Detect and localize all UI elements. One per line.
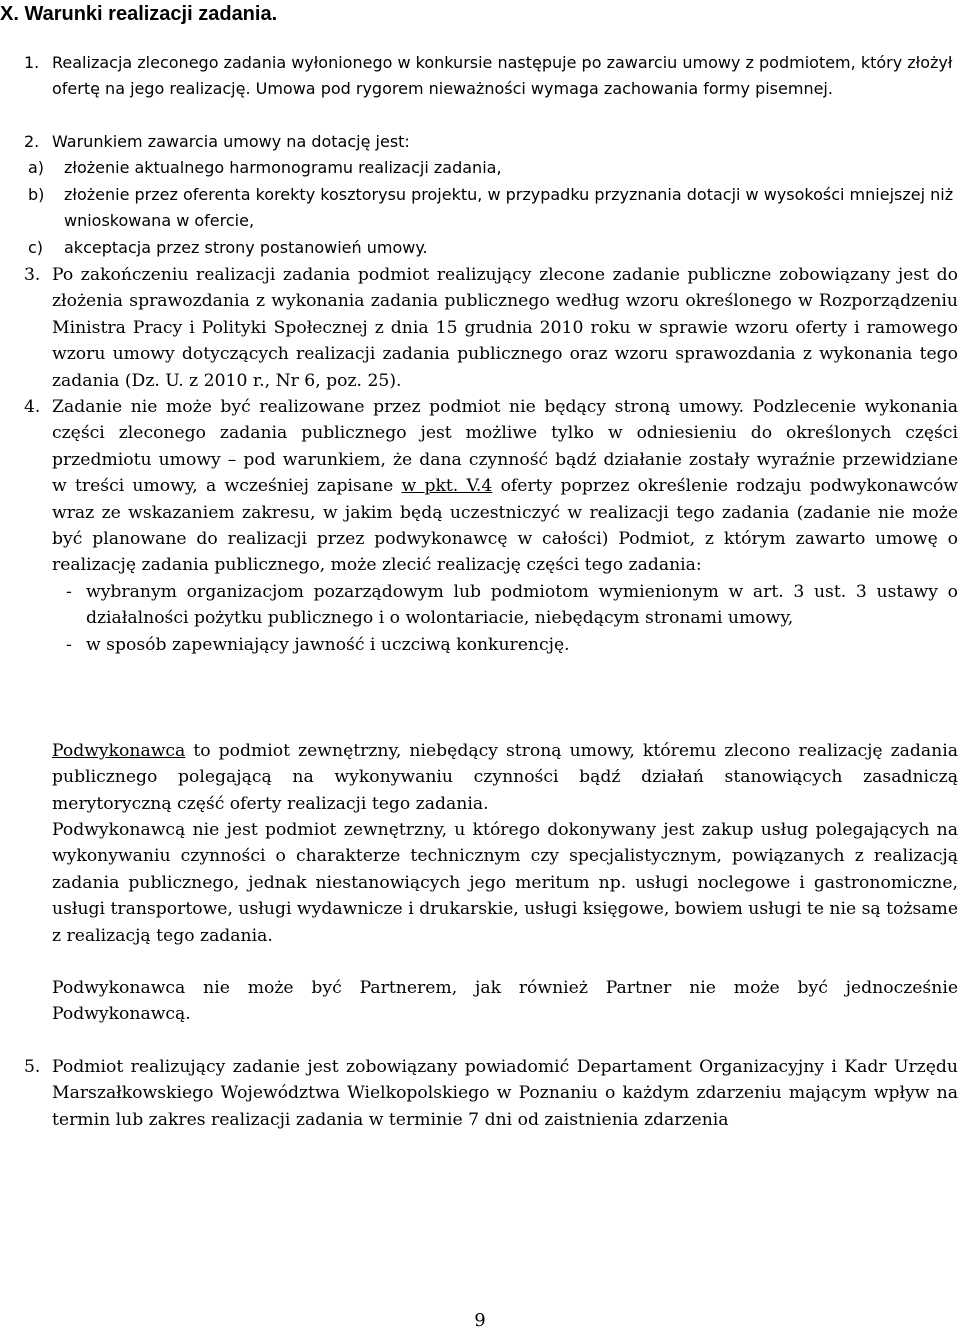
- paragraph-text-part: oferty poprzez określenie rodzaju podwykonawców wraz ze wskazaniem zakresu, w jakim będą uczestniczyć w realizacji tego zadania (zadanie nie może być planowane do realizacji przez podwykonawcę w całości) Podmiot, z którym zawarto umowę o realizację zadania publicznego, może zlecić realizację części tego zadania:: [52, 476, 958, 576]
- paragraph-text: [52, 394, 958, 579]
- list-item-text: złożenie przez oferenta korekty kosztorysu projektu, w przypadku przyznania dotacji w wysokości mniejszej niż wnioskowana w ofercie,: [64, 184, 954, 231]
- page-number: 9: [474, 1310, 486, 1331]
- paragraph-number: 4.: [24, 397, 41, 417]
- partner-note: Podwykonawca nie może być Partnerem, jak również Partner nie może być jednocześnie Podwykonawcą.: [52, 978, 958, 1025]
- paragraph-3: [24, 262, 958, 394]
- paragraph-5: [24, 1054, 958, 1133]
- list-item: [52, 579, 958, 632]
- list-item-dash: -: [66, 581, 72, 602]
- bullet-list: [52, 579, 958, 658]
- paragraph-text: Podmiot realizujący zadanie jest zobowiązany powiadomić Departament Organizacyjny i Kadr Urzędu Marszałkowskiego Województwa Wielkopolskiego w Poznaniu o każdym zdarzeniu mającym wpływ na termin lub zakres realizacji zadania w terminie 7 dni od zaistnienia zdarzenia: [52, 1057, 958, 1130]
- list-item: [52, 632, 958, 658]
- paragraph-4: [24, 394, 958, 658]
- paragraph-text: Realizacja zleconego zadania wyłonionego w konkursie następuje po zawarciu umowy z podmiotem, który złożył ofertę na jego realizację. Umowa pod rygorem nieważności wymaga zachowania formy pisemnej.: [52, 53, 953, 99]
- definition-text: to podmiot zewnętrzny, niebędący stroną umowy, któremu zlecono realizację zadania publicznego polegającą na wykonywaniu czynności bądź działań stanowiących zasadniczą merytoryczną część oferty realizacji tego zadania.: [52, 741, 958, 814]
- paragraph-number: 5.: [24, 1057, 41, 1077]
- subcontractor-definition: [52, 738, 958, 817]
- offer-reference: w pkt. V.4: [401, 476, 493, 497]
- paragraph-2: [24, 129, 958, 261]
- list-item: [24, 155, 958, 181]
- paragraph-number: 1.: [24, 53, 40, 72]
- section-heading: X. Warunki realizacji zadania.: [0, 3, 278, 25]
- paragraph-1: [24, 50, 958, 103]
- paragraph-text-part: Zadanie nie może być realizowane przez podmiot nie będący stroną umowy. Podzlecenie wykonania części zleconego zadania publicznego jest możliwe tylko w odniesieniu do określonych części przedmiotu umowy – pod warunkiem, że dana czynność bądź działanie zostały wyraźnie przewidziane w treści umowy, a wcześniej zapisane: [52, 397, 958, 497]
- list-item-label: b): [28, 184, 45, 204]
- subcontractor-exclusion: Podwykonawcą nie jest podmiot zewnętrzny, u którego dokonywany jest zakup usług polegających na wykonywaniu czynności o charakterze technicznym czy specjalistycznym, powiązanych z realizacją zadania publicznego, jednak niestanowiących jego meritum np. usługi noclegowe i gastronomiczne, usługi transportowe, usługi wydawnicze i drukarskie, usługi księgowe, bowiem usługi te nie są tożsame z realizacją tego zadania.: [52, 820, 958, 946]
- list-item: [24, 235, 958, 261]
- paragraph-intro: Warunkiem zawarcia umowy na dotację jest:: [52, 132, 410, 151]
- paragraph-number: 3.: [24, 265, 41, 285]
- list-item: [24, 182, 958, 235]
- list-item-text: akceptacja przez strony postanowień umowy.: [64, 237, 428, 257]
- list-item-dash: -: [66, 634, 72, 655]
- list-item-label: c): [28, 237, 44, 257]
- paragraph-text: Po zakończeniu realizacji zadania podmiot realizujący zlecone zadanie publiczne zobowiązany jest do złożenia sprawozdania z wykonania zadania publicznego według wzoru określonego w Rozporządzeniu Ministra Pracy i Polityki Społecznej z dnia 15 grudnia 2010 roku w sprawie wzoru oferty i ramowego wzoru umowy dotyczących realizacji zadania publicznego oraz wzoru sprawozdania z wykonania tego zadania (Dz. U. z 2010 r., Nr 6, poz. 25).: [52, 265, 958, 391]
- list-item-label: a): [28, 158, 45, 178]
- list-item-text: złożenie aktualnego harmonogramu realizacji zadania,: [64, 158, 502, 178]
- paragraph-number: 2.: [24, 132, 40, 151]
- defined-term: Podwykonawca: [52, 741, 186, 761]
- list-item-text: wybranym organizacjom pozarządowym lub podmiotom wymienionym w art. 3 ust. 3 ustawy o działalności pożytku publicznego i o wolontariacie, niebędącym stronami umowy,: [86, 581, 958, 629]
- list-item-text: w sposób zapewniający jawność i uczciwą konkurencję.: [86, 634, 570, 655]
